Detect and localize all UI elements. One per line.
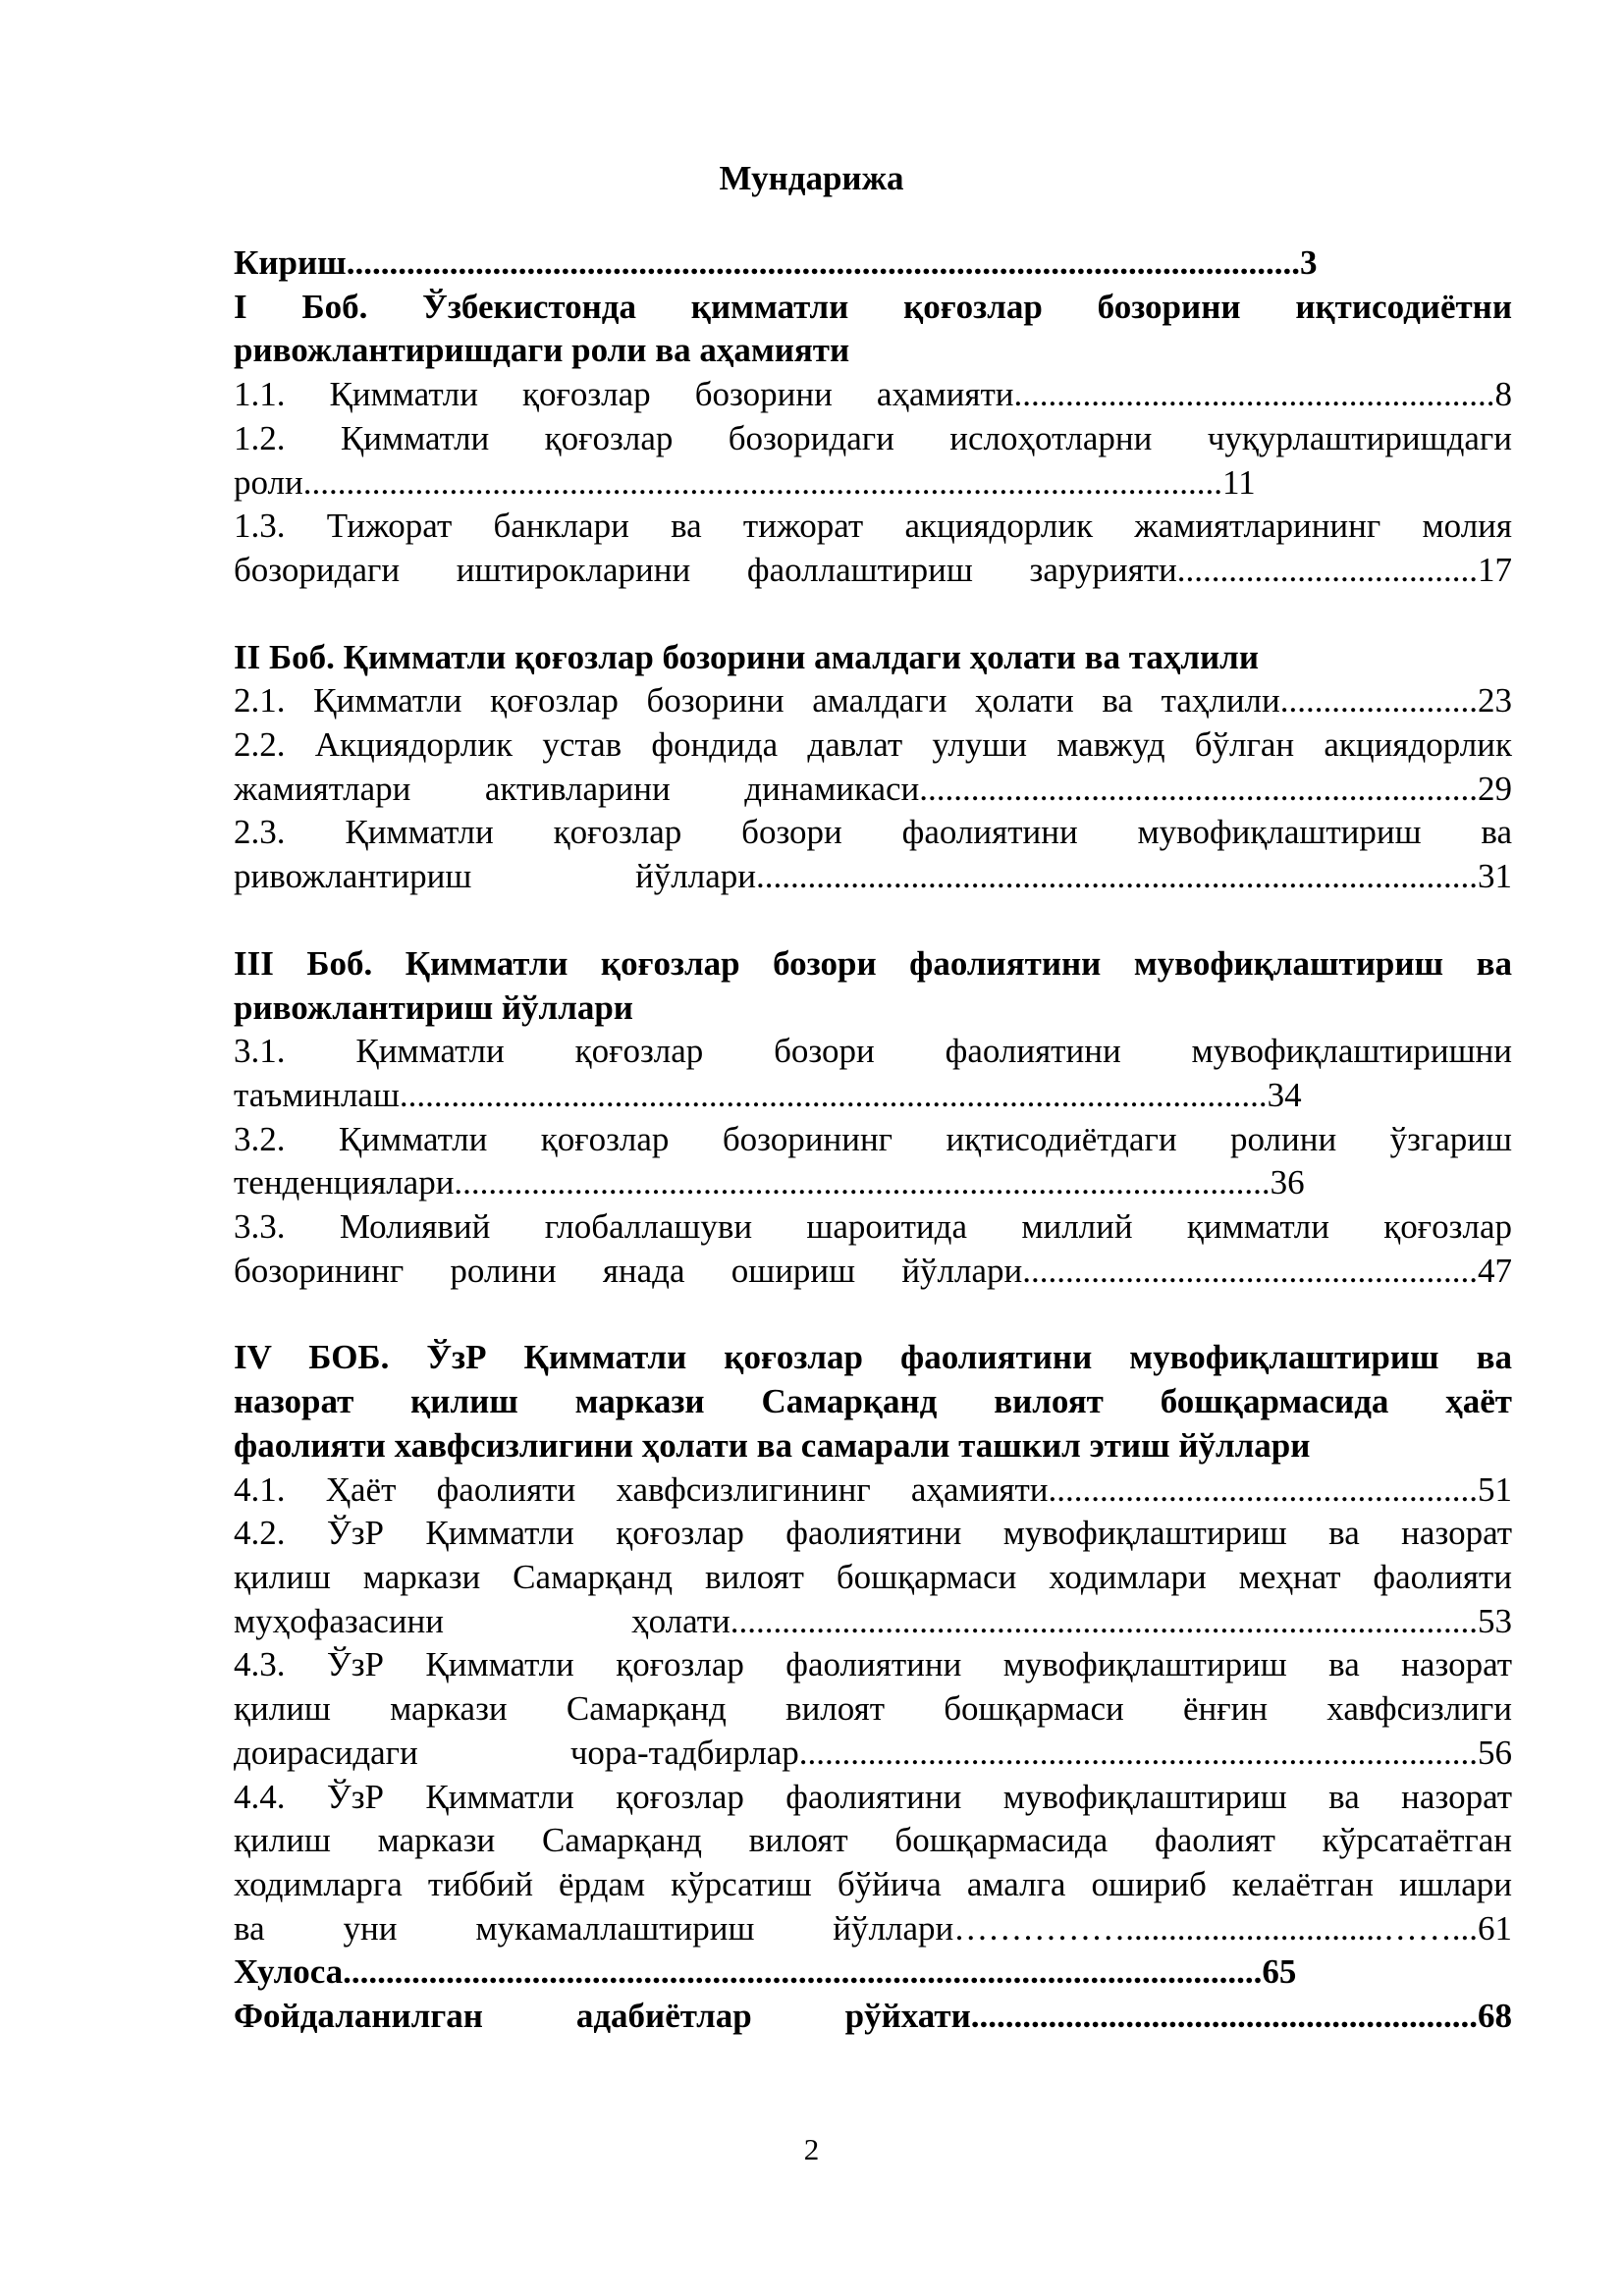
toc-entry-1-3: бозоридаги иштирокларини фаоллаштириш зарурияти...................................17 [234,550,1512,589]
toc-entry-4-4: ходимларга тиббий ёрдам кўрсатиш бўйича амалга ошириб келаётган ишлари [234,1864,1512,1903]
toc-entry-1-3: 1.3. Тижорат банклари ва тижорат акциядорлик жамиятларининг молия [234,507,1512,546]
toc-chapter-4: назорат қилиш маркази Самарқанд вилоят бошқармасида ҳаёт [234,1382,1512,1421]
toc-entry-1-2: 1.2. Қимматли қоғозлар бозоридаги ислоҳотларни чуқурлаштиришдаги [234,418,1512,457]
toc-entry-1-2: роли...........................................................................................................11 [234,462,1256,502]
page-title: Мундарижа [719,159,904,197]
spacer [234,899,1512,942]
toc-entry-4-1: 4.1. Ҳаёт фаолияти хавфсизлигининг аҳамияти..................................................51 [234,1469,1512,1509]
toc-entry-2-2: 2.2. Акциядорлик устав фондида давлат улуши мавжуд бўлган акциядорлик [234,725,1512,765]
page-number: 2 [803,2132,820,2166]
toc-entry-3-2: 3.2. Қимматли қоғозлар бозорининг иқтисодиётдаги ролини ўзгариш [234,1119,1512,1158]
toc-chapter-4: фаолияти хавфсизлигини ҳолати ва самарали ташкил этиш йўллари [234,1425,1311,1465]
toc-entry-1-1: 1.1. Қимматли қоғозлар бозорини аҳамияти........................................................8 [234,375,1512,414]
toc-entry-3-1: 3.1. Қимматли қоғозлар бозори фаолиятини мувофиқлаштиришни [234,1032,1512,1071]
toc-entry-3-3: 3.3. Молиявий глобаллашуви шароитида миллий қимматли қоғозлар [234,1207,1512,1247]
toc-entry-4-2: қилиш маркази Самарқанд вилоят бошқармаси ходимлари меҳнат фаолияти [234,1557,1512,1596]
toc-entry-4-4: 4.4. ЎзР Қимматли қоғозлар фаолиятини мувофиқлаштириш ва назорат [234,1777,1512,1816]
toc-entry-4-3: 4.3. ЎзР Қимматли қоғозлар фаолиятини мувофиқлаштириш ва назорат [234,1645,1512,1684]
spacer [234,593,1512,636]
toc-entry-intro: Кириш...............................................................................................................3 [234,243,1318,282]
toc-entry-3-2: тенденциялари...............................................................................................36 [234,1163,1305,1202]
toc-chapter-1: ривожлантиришдаги роли ва аҳамияти [234,331,850,370]
toc-entry-conclusion: Хулоса...........................................................................................................65 [234,1952,1297,1992]
toc-entry-3-3: бозорининг ролини янада ошириш йўллари.....................................................47 [234,1251,1512,1290]
toc-entry-4-4: ва уни мукамаллаштириш йўллари……………..............................……...61 [234,1908,1512,1948]
table-of-contents [234,241,1512,2039]
toc-chapter-3: III Боб. Қимматли қоғозлар бозори фаолиятини мувофиқлаштириш ва [234,943,1512,983]
toc-chapter-4: IV БОБ. ЎзР Қимматли қоғозлар фаолиятини мувофиқлаштириш ва [234,1338,1512,1377]
toc-chapter-2: II Боб. Қимматли қоғозлар бозорини амалдаги ҳолати ва таҳлили [234,637,1259,676]
toc-entry-4-4: қилиш маркази Самарқанд вилоят бошқармасида фаолият кўрсатаётган [234,1821,1512,1860]
toc-chapter-1: I Боб. Ўзбекистонда қимматли қоғозлар бозорини иқтисодиётни [234,287,1512,326]
toc-entry-4-3: қилиш маркази Самарқанд вилоят бошқармаси ёнғин хавфсизлиги [234,1689,1512,1729]
toc-entry-2-3: 2.3. Қимматли қоғозлар бозори фаолиятини мувофиқлаштириш ва [234,813,1512,852]
toc-entry-4-2: 4.2. ЎзР Қимматли қоғозлар фаолиятини мувофиқлаштириш ва назорат [234,1514,1512,1553]
toc-entry-4-2: муҳофазасини ҳолати.......................................................................................53 [234,1601,1512,1640]
toc-entry-4-3: доирасидаги чора-тадбирлар...............................................................................56 [234,1733,1512,1772]
spacer [234,1293,1512,1336]
toc-entry-3-1: таъминлаш.....................................................................................................34 [234,1075,1302,1114]
toc-chapter-3: ривожлантириш йўллари [234,988,633,1027]
toc-entry-2-3: ривожлантириш йўллари....................................................................................31 [234,857,1512,896]
toc-entry-2-2: жамиятлари активларини динамикаси.................................................................29 [234,769,1512,808]
toc-entry-2-1: 2.1. Қимматли қоғозлар бозорини амалдаги ҳолати ва таҳлили.......................23 [234,681,1512,721]
toc-entry-references: Фойдаланилган адабиётлар рўйхати...........................................................68 [234,1997,1512,2036]
